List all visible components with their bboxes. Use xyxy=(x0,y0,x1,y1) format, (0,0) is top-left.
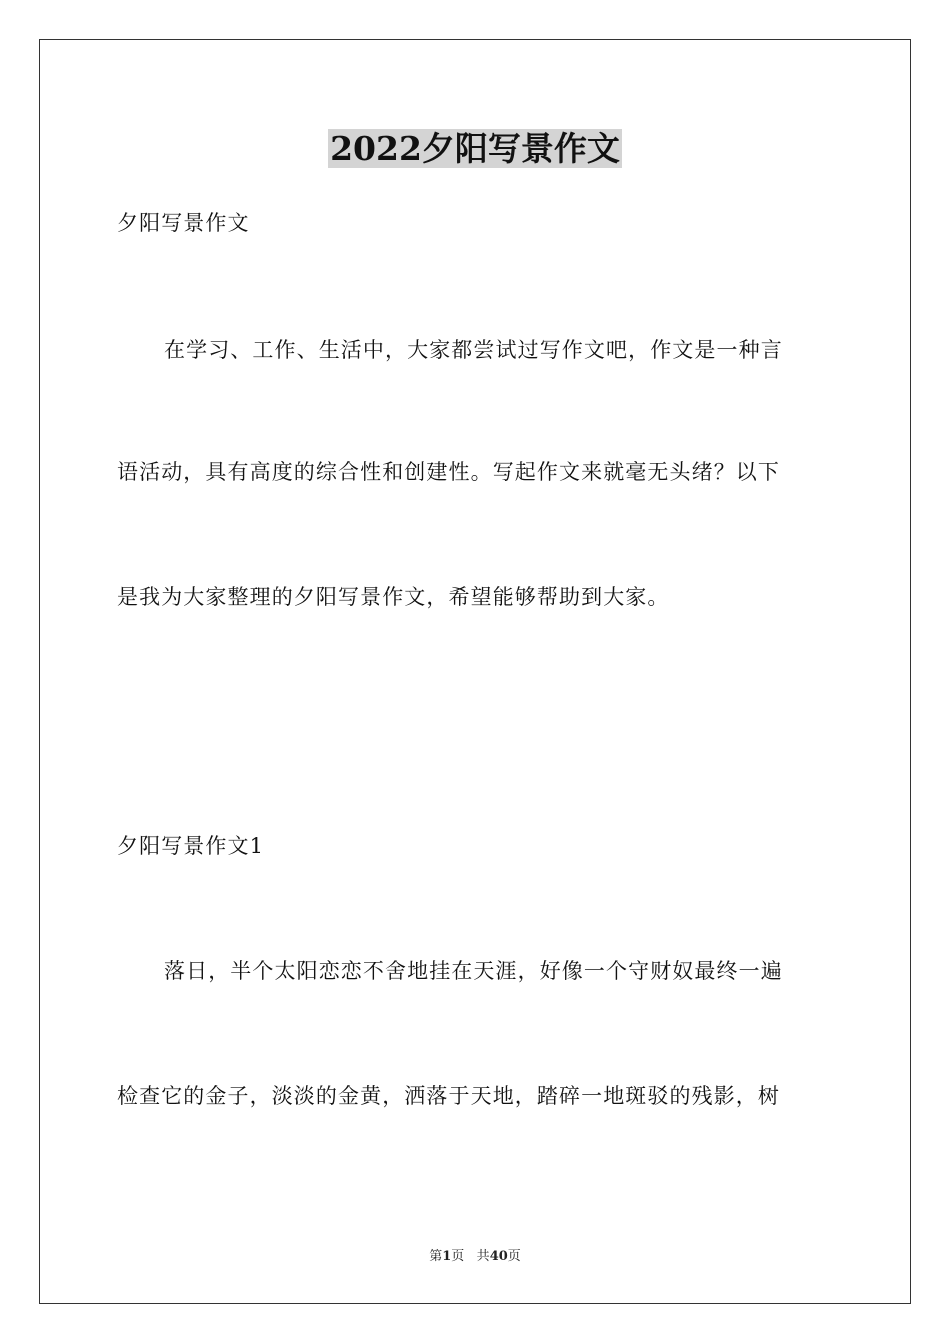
page-footer xyxy=(0,1247,950,1267)
section-line-1: 落日，半个太阳恋恋不舍地挂在天涯，好像一个守财奴最终一遍 xyxy=(164,959,783,983)
document-title-text: 2022夕阳写景作文 xyxy=(330,129,620,168)
section-line-2: 检查它的金子，淡淡的金黄，洒落于天地，踏碎一地斑驳的残影，树 xyxy=(117,1084,780,1108)
document-subtitle: 夕阳写景作文 xyxy=(117,211,250,235)
footer-total-suffix: 页 xyxy=(507,1249,521,1264)
intro-line-2: 语活动，具有高度的综合性和创建性。写起作文来就毫无头绪？以下 xyxy=(117,460,780,484)
intro-line-3: 是我为大家整理的夕阳写景作文，希望能够帮助到大家。 xyxy=(117,585,670,609)
footer-total-prefix: 共 xyxy=(476,1249,490,1264)
intro-line-1: 在学习、工作、生活中，大家都尝试过写作文吧，作文是一种言 xyxy=(164,338,783,362)
section-heading: 夕阳写景作文1 xyxy=(117,834,265,858)
footer-page-total: 40 xyxy=(489,1249,508,1264)
footer-page-suffix: 页 xyxy=(451,1249,465,1264)
document-title xyxy=(0,124,950,174)
footer-page-prefix: 第 xyxy=(429,1249,443,1264)
footer-page-current: 1 xyxy=(442,1249,452,1264)
